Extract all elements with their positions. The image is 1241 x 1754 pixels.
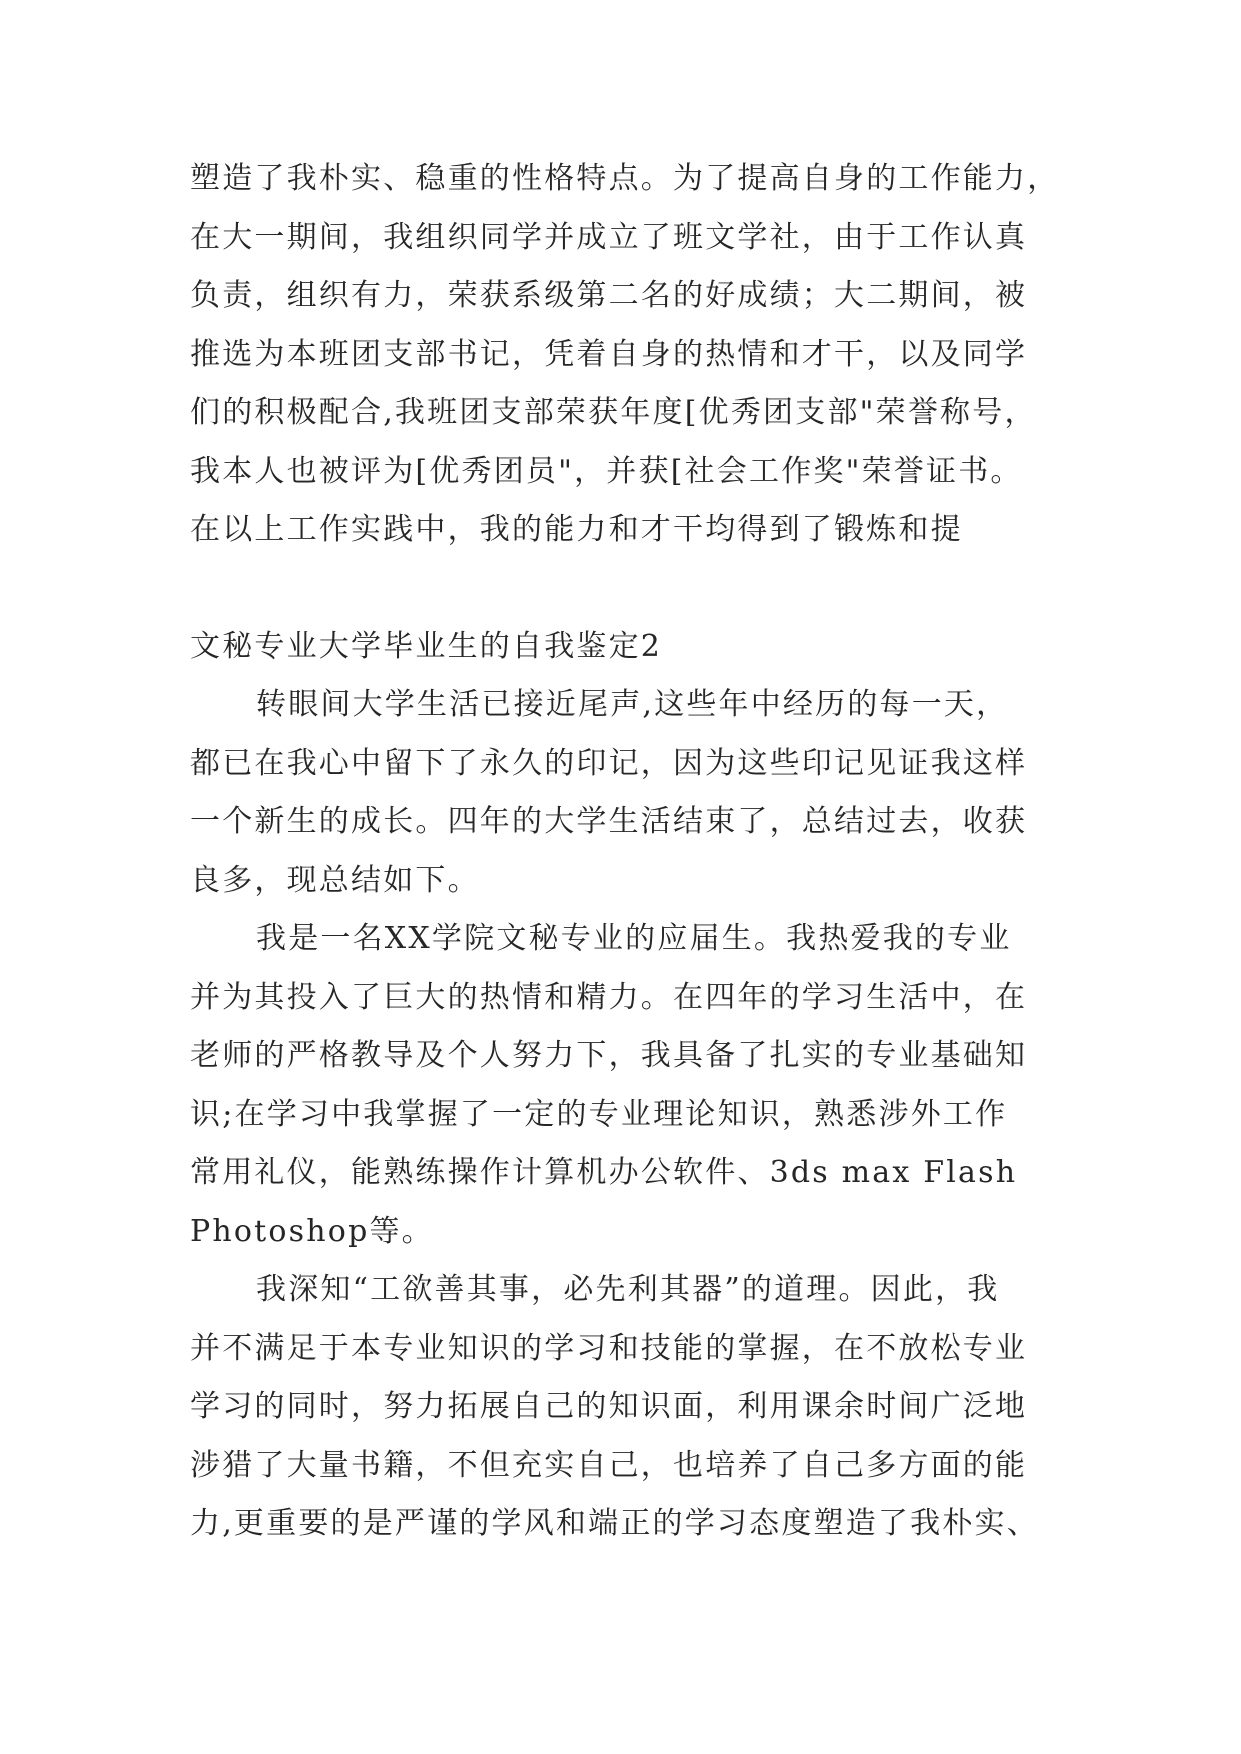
section-title: 文秘专业大学毕业生的自我鉴定2	[190, 628, 663, 664]
text-line: 学习的同时，努力拓展自己的知识面，利用课余时间广泛地	[190, 1389, 1028, 1424]
paragraph-3	[190, 1261, 1060, 1554]
text-line: Photoshop等。	[190, 1213, 434, 1249]
text-line: 在以上工作实践中，我的能力和才干均得到了锻炼和提	[190, 512, 963, 547]
paragraph-1	[190, 676, 1060, 910]
text-line: 们的积极配合,我班团支部荣获年度[优秀团支部"荣誉称号，	[190, 395, 1037, 430]
text-line: 塑造了我朴实、稳重的性格特点。为了提高自身的工作能力，	[190, 161, 1060, 196]
text-line: 一个新生的成长。四年的大学生活结束了，总结过去，收获	[190, 804, 1028, 839]
text-line: 转眼间大学生活已接近尾声,这些年中经历的每一天，	[256, 687, 1009, 722]
text-line: 识;在学习中我掌握了一定的专业理论知识，熟悉涉外工作	[190, 1096, 1008, 1132]
text-line: 涉猎了大量书籍，不但充实自己，也培养了自己多方面的能	[190, 1447, 1028, 1483]
text-line: 推选为本班团支部书记，凭着自身的热情和才干，以及同学	[190, 336, 1028, 372]
text-line: 我本人也被评为[优秀团员"，并获[社会工作奖"荣誉证书。	[190, 453, 1023, 489]
text-line: 良多，现总结如下。	[190, 862, 480, 898]
text-line: 老师的严格教导及个人努力下，我具备了扎实的专业基础知	[190, 1038, 1028, 1073]
text-line: 在大一期间，我组织同学并成立了班文学社，由于工作认真	[190, 219, 1028, 255]
text-line: 并不满足于本专业知识的学习和技能的掌握，在不放松专业	[190, 1330, 1028, 1366]
text-line: 负责，组织有力，荣获系级第二名的好成绩；大二期间，被	[190, 278, 1028, 313]
section-spacer	[190, 560, 1060, 618]
text-line: 常用礼仪，能熟练操作计算机办公软件、3ds max Flash	[190, 1155, 1018, 1190]
text-line: 我深知“工欲善其事，必先利其器”的道理。因此，我	[256, 1272, 1000, 1307]
text-line: 并为其投入了巨大的热情和精力。在四年的学习生活中，在	[190, 979, 1028, 1015]
paragraph-2	[190, 910, 1060, 1261]
text-line: 都已在我心中留下了永久的印记，因为这些印记见证我这样	[190, 745, 1028, 781]
document-body	[190, 150, 1060, 1554]
paragraph-continued	[190, 150, 1060, 560]
text-line: 力,更重要的是严谨的学风和端正的学习态度塑造了我朴实、	[190, 1506, 1039, 1541]
text-line: 我是一名XX学院文秘专业的应届生。我热爱我的专业	[256, 921, 1012, 956]
